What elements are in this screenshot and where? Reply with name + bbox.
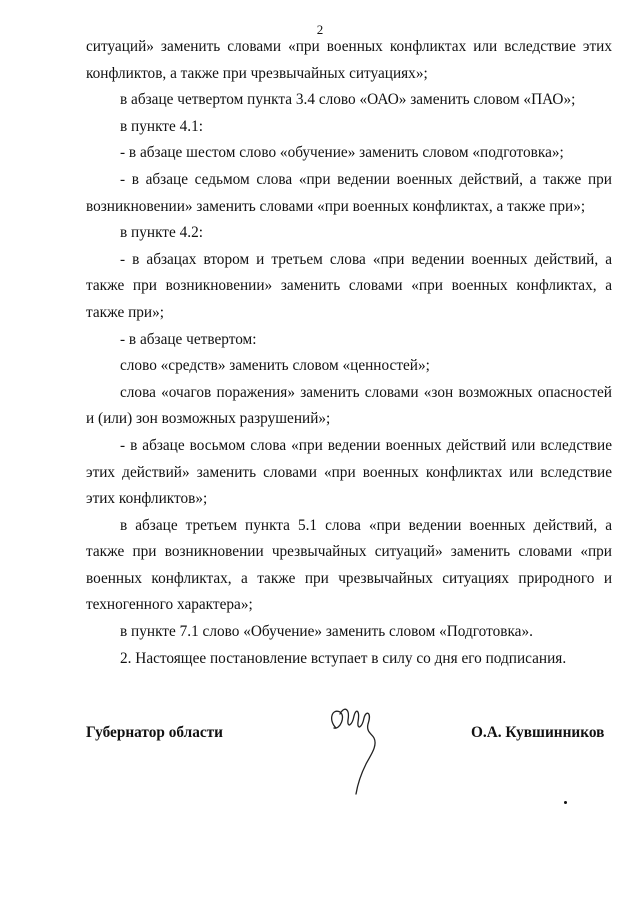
paragraph-2: в абзаце четвертом пункта 3.4 слово «ОАО» заменить словом «ПАО»;	[120, 91, 576, 109]
paragraph-14: 2. Настоящее постановление вступает в силу со дня его подписания.	[120, 649, 567, 667]
paragraph-8: - в абзаце четвертом:	[120, 330, 257, 348]
scan-mark	[564, 801, 567, 804]
paragraph-12: в абзаце третьем пункта 5.1 слова «при ведении военных действий, а также при возникновении чрезвычайных ситуаций» заменить словами «при военных конфликтах, а также при чрезвычайных ситуациях природного и техногенного характера»;	[86, 516, 612, 614]
paragraph-5: - в абзаце седьмом слова «при ведении военных действий, а также при возникновении» заменить словами «при военных конфликтах, а также при»;	[86, 170, 612, 215]
paragraph-7: - в абзацах втором и третьем слова «при ведении военных действий, а также при возникновении» заменить словами «при военных конфликтах, а также при»;	[86, 250, 612, 321]
paragraph-3: в пункте 4.1:	[120, 117, 203, 135]
handwritten-signature	[326, 698, 386, 798]
paragraph-9: слово «средств» заменить словом «ценностей»;	[120, 357, 430, 375]
document-body	[86, 34, 612, 672]
paragraph-11: - в абзаце восьмом слова «при ведении военных действий или вследствие этих действий» заменить словами «при военных конфликтах или вследствие этих конфликтов»;	[86, 436, 612, 508]
paragraph-6: в пункте 4.2:	[120, 224, 203, 242]
signatory-name: О.А. Кувшинников	[471, 724, 605, 741]
paragraph-1: ситуаций» заменить словами «при военных конфликтах или вследствие этих конфликтов, а также при чрезвычайных ситуациях»;	[86, 38, 612, 82]
paragraph-10: слова «очагов поражения» заменить словами «зон возможных опасностей и (или) зон возможных разрушений»;	[86, 383, 612, 428]
page-number: 2	[316, 22, 324, 37]
paragraph-4: - в абзаце шестом слово «обучение» заменить словом «подготовка»;	[120, 144, 564, 162]
signatory-title: Губернатор области	[86, 724, 223, 741]
paragraph-13: в пункте 7.1 слово «Обучение» заменить словом «Подготовка».	[120, 623, 533, 641]
